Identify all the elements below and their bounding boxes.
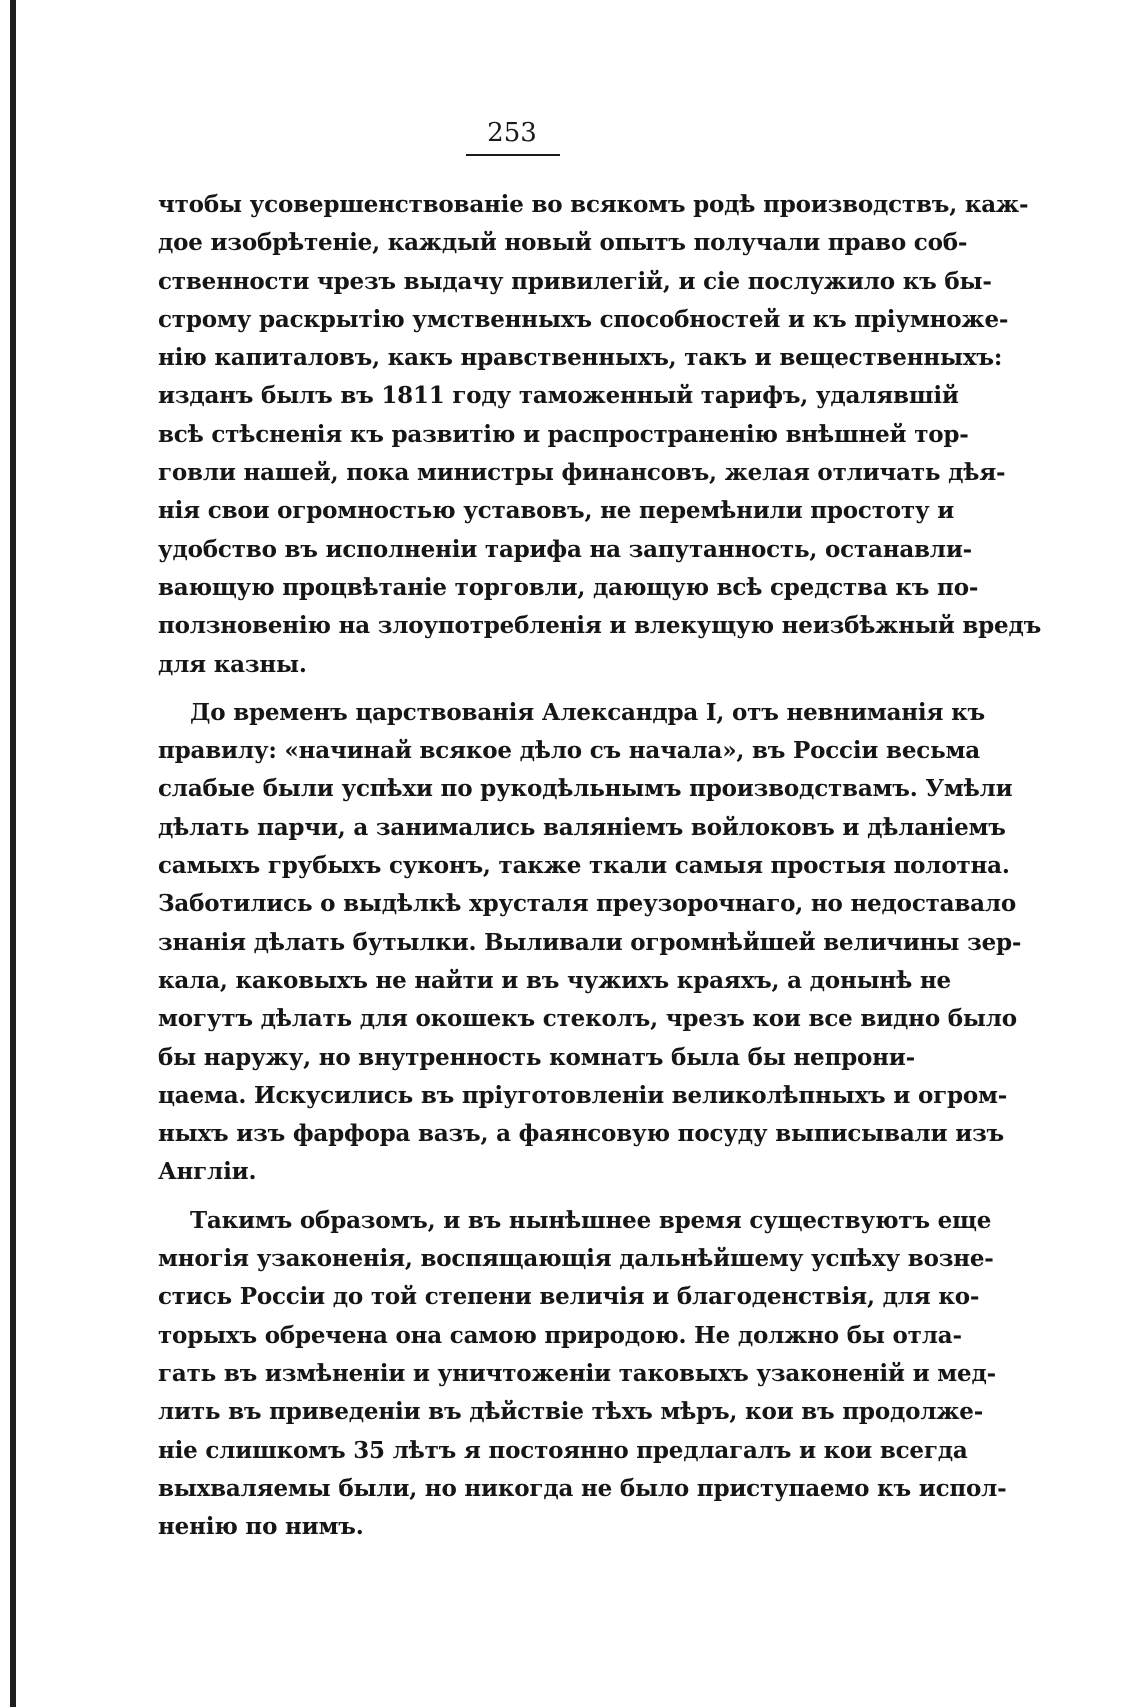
text-line: выхваляемы были, но никогда не было приступаемо къ испол- [158,1474,1007,1502]
text-line: Заботились о выдѣлкѣ хрусталя преузорочнаго, но недоставало [158,890,1017,918]
text-line: кала, каковыхъ не найти и въ чужихъ краяхъ, а донынѣ не [158,966,951,994]
text-line: чтобы усовершенствованiе во всякомъ родѣ производствъ, каж- [158,191,1029,218]
text-line: ненiю по нимъ. [158,1513,364,1541]
text-line: Такимъ образомъ, и въ нынѣшнее время существуютъ еще [190,1206,992,1234]
text-line: дѣлать парчи, а занимались валянiемъ войлоковъ и дѣланiемъ [158,813,1006,841]
text-line: многiя узаконенiя, воспящающiя дальнѣйшему успѣху вознe- [158,1245,994,1273]
text-line: могутъ дѣлать для окошекъ стеколъ, чрезъ кои все видно было [158,1005,1017,1033]
text-line: для казны. [158,650,307,678]
text-line: говли нашей, пока министры финансовъ, желая отличать дѣя- [158,459,1006,487]
text-line: нiя свои огромностью уставовъ, не перемѣнили простоту и [158,497,955,525]
text-line: До временъ царствованiя Александра I, отъ невниманiя къ [190,698,985,726]
page-number-underline [466,154,560,156]
text-line: удобство въ исполненiи тарифа на запутанность, останавли- [158,535,973,563]
text-line: всѣ стѣсненiя къ развитiю и распространенiю внѣшней тор- [158,420,969,448]
text-line: нiю капиталовъ, какъ нравственныхъ, такъ и вещественныхъ: [158,344,1003,372]
text-line: знанiя дѣлать бутылки. Выливали огромнѣйшей величины зер- [158,928,1022,956]
text-line: вающую процвѣтанiе торговли, дающую всѣ средства къ по- [158,573,979,601]
text-line: стись Россiи до той степени величiя и благоденствiя, для ко- [158,1283,980,1311]
text-line: торыхъ обречена она самою природою. Не должно бы отла- [158,1321,962,1349]
text-line: самыхъ грубыхъ суконъ, также ткали самыя простыя полотна. [158,852,1010,880]
text-line: строму раскрытiю умственныхъ способностей и къ прiумноже- [158,305,1009,333]
paragraph-3 [158,1202,1007,1547]
body-text [158,186,1042,1546]
text-line: нiе слишкомъ 35 лѣтъ я постоянно предлагалъ и кои всегда [158,1436,968,1464]
text-line: лить въ приведенiи въ дѣйствiе тѣхъ мѣръ, кои въ продолже- [158,1398,984,1426]
text-line: ползновенiю на злоупотребленiя и влекущую неизбѣжный вредъ [158,612,1042,640]
text-line: слабые были успѣхи по рукодѣльнымъ производствамъ. Умѣли [158,775,1013,803]
text-line: дое изобрѣтенiе, каждый новый опытъ получали право соб- [158,229,968,257]
text-line: цаема. Искусились въ прiуготовленiи великолѣпныхъ и огром- [158,1081,1008,1109]
text-line: изданъ былъ въ 1811 году таможенный тарифъ, удалявшiй [158,382,959,410]
scan-edge-rule [10,0,16,1707]
text-line: правилу: «начинай всякое дѣло съ начала», въ Россiи весьма [158,737,980,765]
text-line: бы наружу, но внутренность комнатъ была бы непрони- [158,1043,915,1071]
paragraph-1 [158,186,1042,684]
text-line: гать въ измѣненiи и уничтоженiи таковыхъ узаконенiй и мед- [158,1359,996,1387]
text-line: ныхъ изъ фарфора вазъ, а фаянсовую посуду выписывали изъ [158,1120,1004,1148]
paragraph-2 [158,694,1022,1192]
text-line: ственности чрезъ выдачу привилегiй, и сiе послужило къ бы- [158,267,992,295]
page-number: 253 [487,118,537,148]
text-line: Англiи. [158,1158,257,1186]
